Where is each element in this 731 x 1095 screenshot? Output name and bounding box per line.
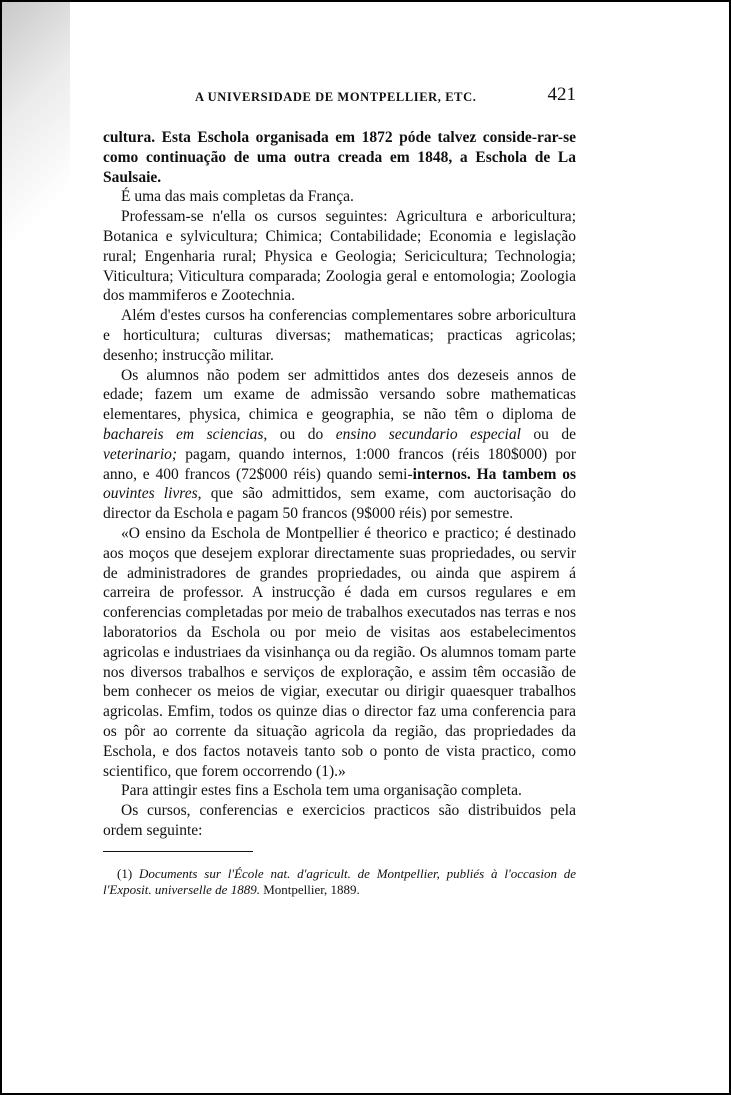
p5-italic-bachareis: bachareis em sciencias, — [103, 425, 268, 443]
p5-bold-internos: internos. Ha tambem os — [412, 465, 576, 483]
p5-text-g: pagam, quando internos, 1:000 francos (réis 180$000) por anno, e 400 francos (72$000 réis) quando semi- — [103, 445, 576, 483]
footnote-italic: Documents sur l'École nat. d'agricult. de Montpellier, publiés à l'occasion de l'Exposit. universelle de 1889. — [103, 865, 577, 897]
paragraph-3: Professam-se n'ella os cursos seguintes: Agricultura e arboricultura; Botanica e sylvicultura; Chimica; Contabilidade; Economia e legislação rural; Engenharia rural; Physica e Geologia; Sericicultura; Technologia; Viticultura; Viticultura comparada; Zoologia geral e entomologia; Zoologia dos mammiferos e Zootechnia. — [103, 208, 576, 305]
body-text — [103, 128, 576, 841]
p5-text-e: ou de — [520, 425, 576, 443]
p5-text-a: Os alumnos não podem ser admittidos antes dos dezeseis annos de edade; fazem um exame de admissão versando sobre mathematicas elementares, physica, chimica e geographia, se não têm o diploma de — [103, 366, 576, 424]
paragraph-8: Os cursos, conferencias e exercicios practicos são distribuidos pela ordem seguinte: — [103, 802, 576, 839]
paragraph-4: Além d'estes cursos ha conferencias complementares sobre arboricultura e horticultura; culturas diversas; mathematicas; practicas agricolas; desenho; instrucção militar. — [103, 307, 576, 364]
footnote-mark: (1) — [117, 865, 133, 881]
p5-italic-veterinario: veterinario; — [103, 445, 178, 463]
running-head — [103, 82, 576, 112]
paragraph-1-text: cultura. Esta Eschola organisada em 1872 póde talvez conside-rar-se como continuação de uma outra creada em 1848, a Eschola de La Saulsaie. — [103, 129, 576, 186]
footnote — [103, 866, 576, 898]
page-number: 421 — [547, 84, 576, 105]
paragraph-6-quote: «O ensino da Eschola de Montpellier é theorico e practico; é destinado aos moços que desejem explorar directamente suas propriedades, ou servir de administradores de grandes propriedades, ou ainda que aspirem á carreira de professor. A instrucção é dada em cursos regulares e em conferencias completadas por meio de trabalhos executados nas terras e nos laboratorios da Eschola ou por meio de visitas aos estabelecimentos agricolas e industriaes da visinhança ou da região. Os alumnos tomam parte nos diversos trabalhos e serviços de exploração, e assim têm occasião de bem conhecer os meios de vigiar, executar ou dirigir quaesquer trabalhos agricolas. Emfim, todos os quinze dias o director faz uma conferencia para os pôr ao corrente da situação agricola da região, das propriedades da Eschola, e dos factos notaveis tanto sob o ponto de vista practico, como scientifico, que forem occorrendo (1).» — [103, 524, 576, 780]
paragraph-5 — [103, 366, 576, 524]
p5-text-j: que são admittidos, sem exame, com auctorisação do director da Eschola e pagam 50 francos (9$000 réis) por semestre. — [103, 485, 577, 523]
p5-italic-ensino: ensino secundario especial — [335, 425, 521, 443]
footnote-tail: Montpellier, 1889. — [259, 881, 360, 897]
running-title: A UNIVERSIDADE DE MONTPELLIER, ETC. — [195, 90, 477, 104]
book-page — [103, 82, 576, 911]
footnote-rule — [103, 851, 253, 852]
p5-text-c: ou do — [267, 425, 336, 443]
paragraph-7: Para attingir estes fins a Eschola tem uma organisação completa. — [121, 782, 522, 800]
paragraph-1 — [103, 128, 576, 187]
paragraph-2: É uma das mais completas da França. — [121, 188, 354, 206]
scan-shadow — [0, 0, 70, 300]
p5-italic-ouvintes: ouvintes livres, — [103, 485, 202, 503]
